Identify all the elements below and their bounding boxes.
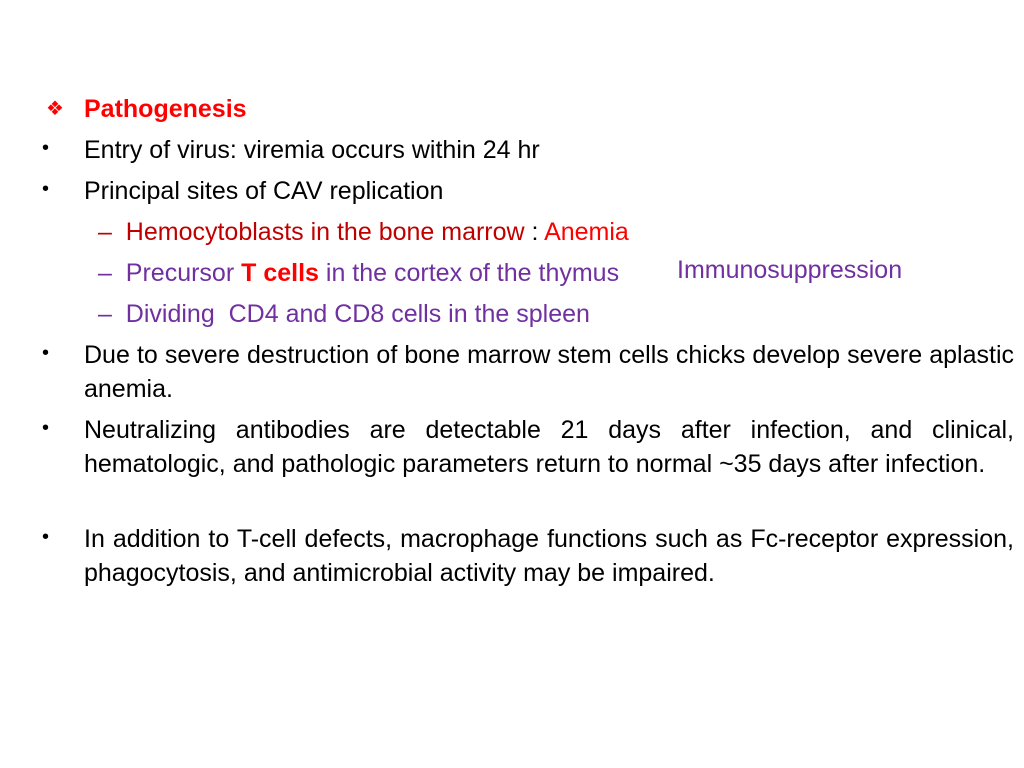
bullet-text: Principal sites of CAV replication [84,177,444,205]
diamond-bullet-icon: ❖ [46,98,64,120]
sub-text: Dividing CD4 and CD8 cells in the spleen [125,300,590,328]
heading: Pathogenesis [84,95,247,123]
dash: – [98,259,126,287]
bullet-icon: • [42,137,50,159]
sub-item-dividing [98,299,590,329]
t-cells-label: T cells [241,259,319,287]
paragraph: Neutralizing antibodies are detectable 21 days after infection, and clinical, hematologic, and pathologic parameters return to normal ~35 days after infection. [84,416,1014,478]
dash: – [98,218,126,246]
bullet-text: Entry of virus: viremia occurs within 24 hr [84,136,540,164]
bullet-icon: • [42,342,50,364]
immunosuppression-label: Immunosuppression [677,256,903,284]
paragraph: Due to severe destruction of bone marrow stem cells chicks develop severe aplastic anemia. [84,341,1014,403]
dash: – [98,300,126,328]
anemia-label: Anemia [544,218,629,246]
bullet-icon: • [42,178,50,200]
sub-text: in the cortex of the thymus [318,259,620,287]
sub-item-precursor [98,258,619,288]
sub-text: Hemocytoblasts in the bone marrow [125,218,525,246]
sub-text: Precursor [125,259,242,287]
bullet-icon: • [42,526,50,548]
paragraph: In addition to T-cell defects, macrophage functions such as Fc-receptor expression, phagocytosis, and antimicrobial activity may be impaired. [84,525,1014,587]
sub-item-hemocytoblasts [98,217,629,247]
bullet-icon: • [42,417,50,439]
colon: : [524,218,545,246]
